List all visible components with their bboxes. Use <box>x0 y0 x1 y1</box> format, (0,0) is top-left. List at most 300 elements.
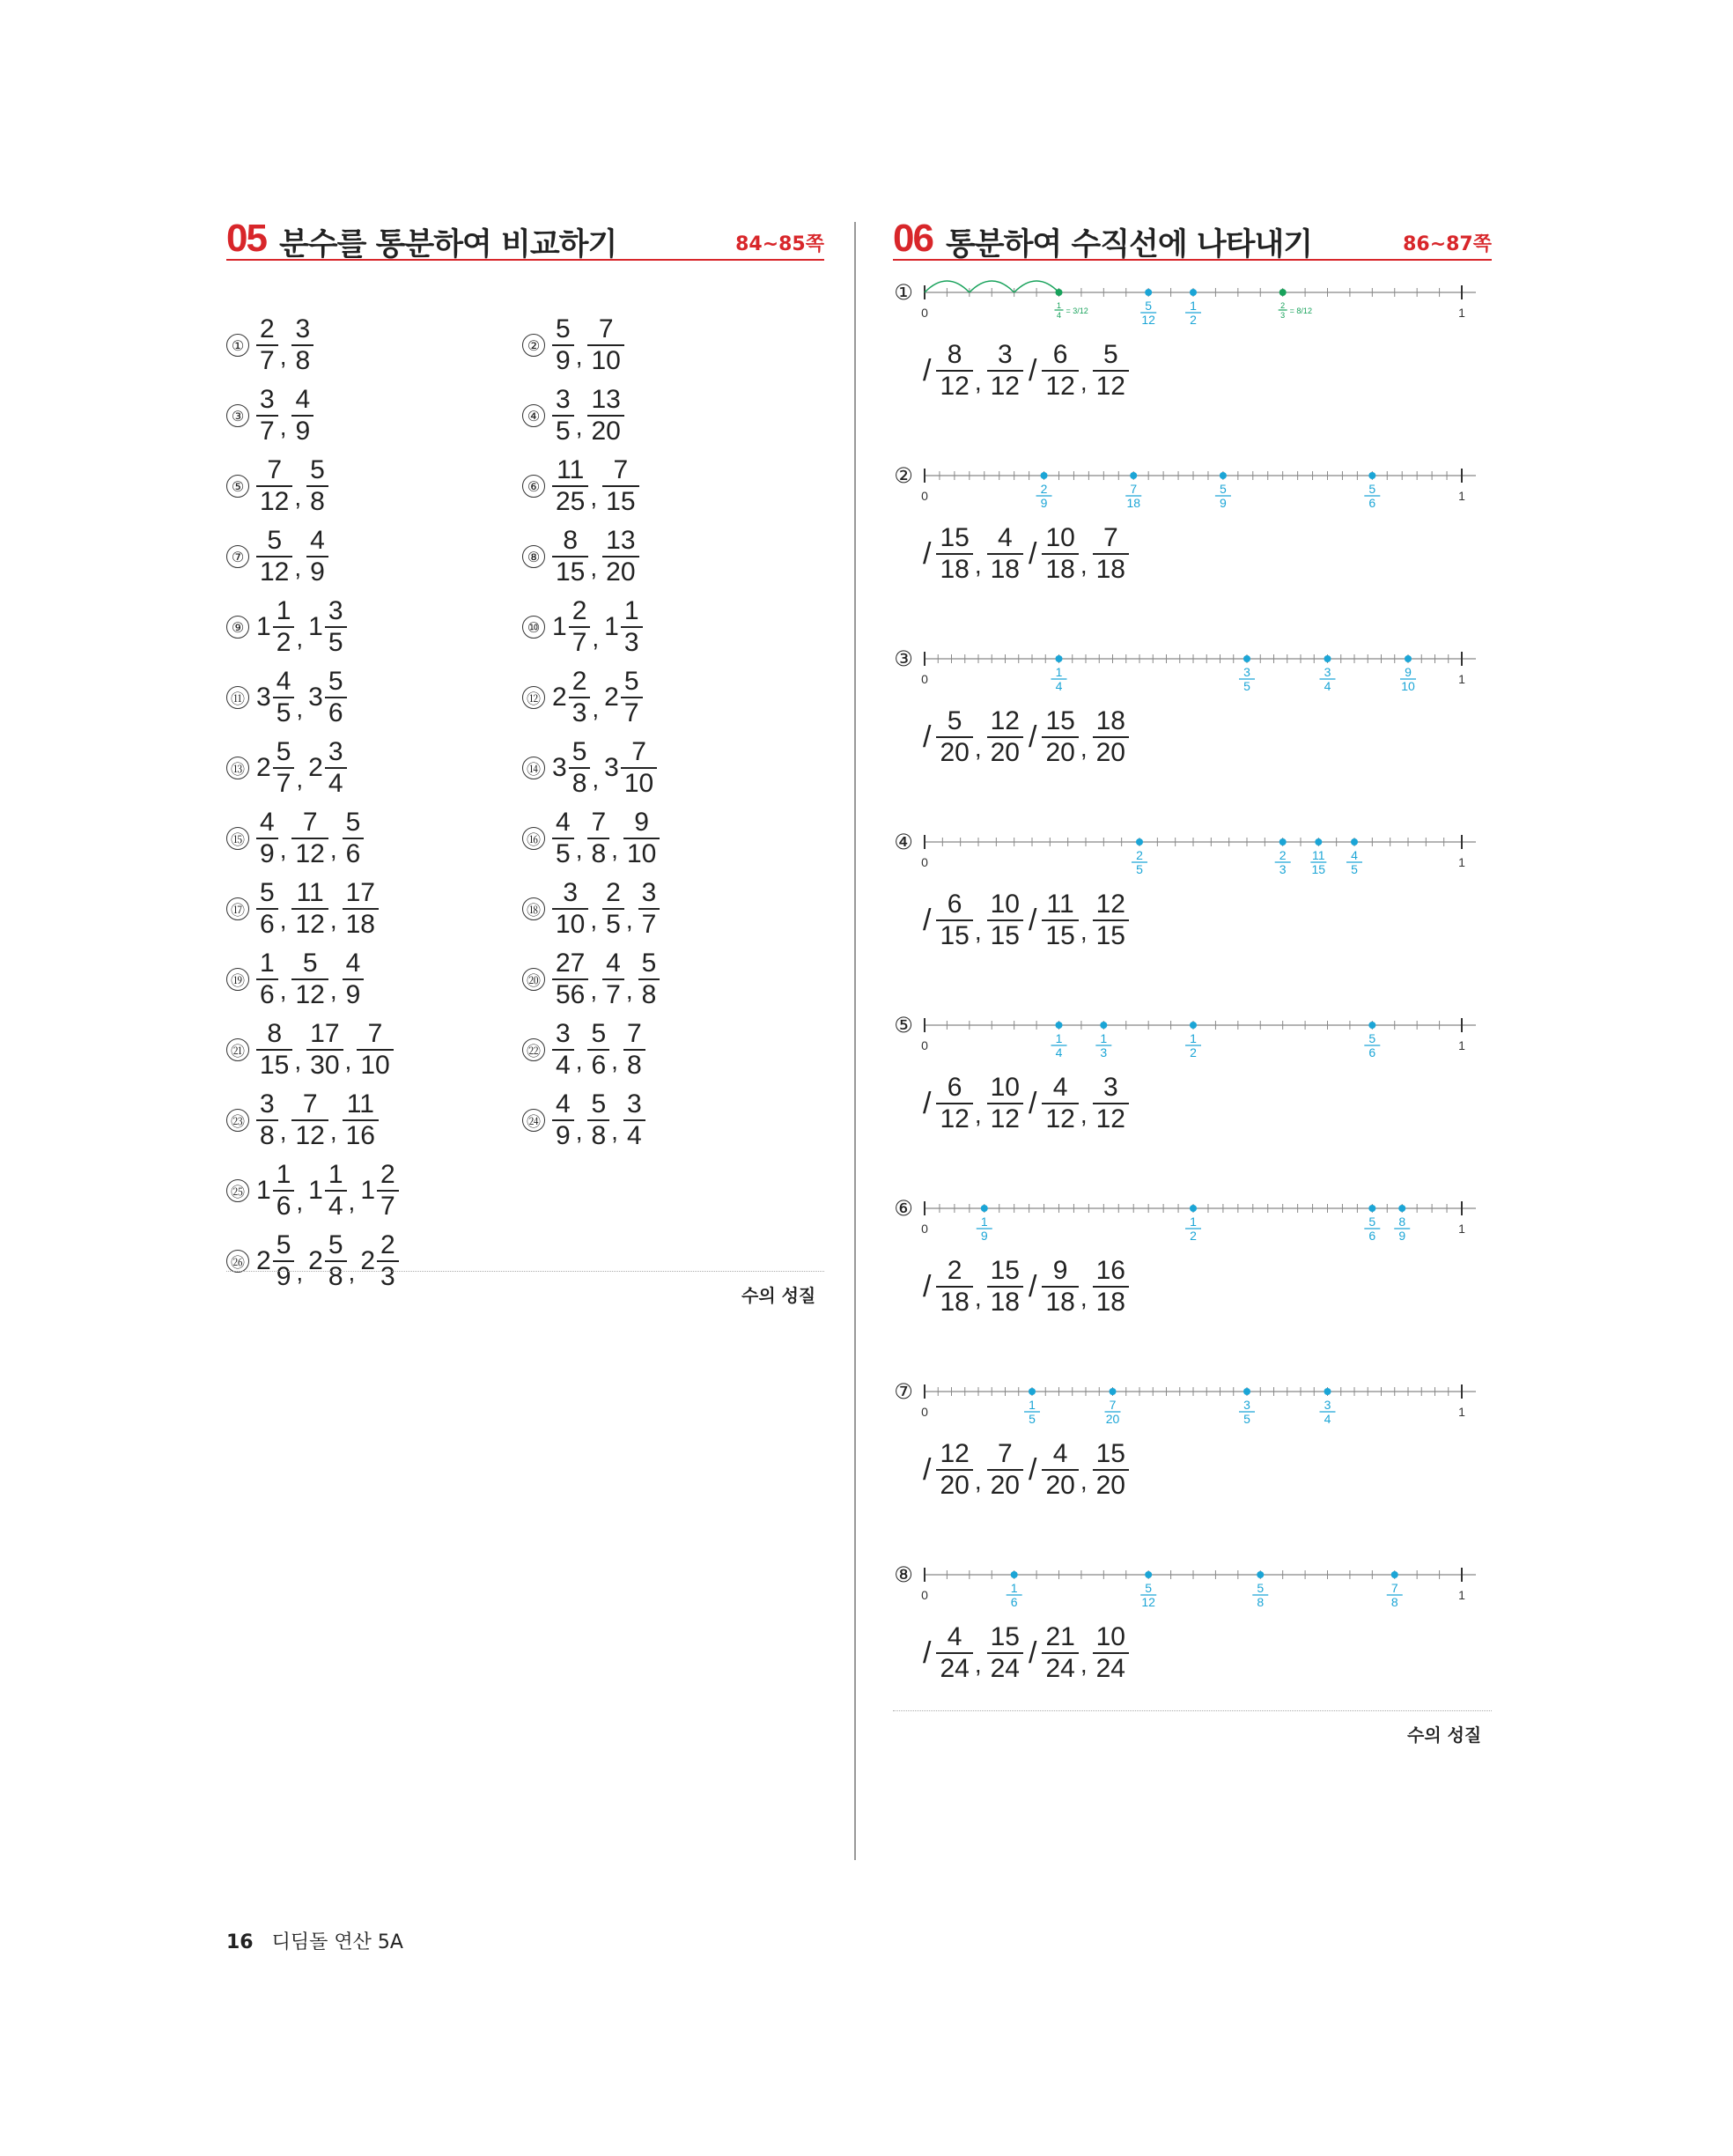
comma: , <box>590 906 598 934</box>
numerator: 5 <box>641 949 657 978</box>
point-marker <box>981 1205 988 1212</box>
problem-item <box>522 877 660 941</box>
comma: , <box>575 836 583 863</box>
fraction <box>256 950 278 1008</box>
problem-number: ⑧ <box>894 1562 913 1587</box>
problem-number: ⑩ <box>522 616 545 639</box>
whole-part: 2 <box>308 753 323 782</box>
problem-expression <box>256 739 347 797</box>
comma: , <box>348 1188 356 1215</box>
numerator: 6 <box>947 1073 962 1102</box>
problem-number: ③ <box>894 646 913 671</box>
point-numerator: 5 <box>1145 299 1153 313</box>
numerator: 21 <box>1045 1622 1075 1651</box>
point-numerator: 5 <box>1368 482 1376 496</box>
comma: , <box>592 695 600 722</box>
denominator: 20 <box>1042 1469 1078 1499</box>
fraction-term <box>604 598 642 656</box>
denominator: 20 <box>936 1469 972 1499</box>
fraction <box>325 668 347 727</box>
problem-item <box>226 948 364 1011</box>
point-marker <box>1257 1571 1264 1578</box>
fraction-term <box>308 1162 346 1220</box>
problem-expression <box>552 387 624 445</box>
section-title: 분수를 통분하여 비교하기 <box>279 227 617 262</box>
denominator: 6 <box>273 1190 295 1220</box>
slash: / <box>923 720 932 754</box>
problem-expression <box>256 1232 399 1290</box>
fraction-term <box>256 1232 294 1290</box>
comma: , <box>296 1259 304 1286</box>
number-line <box>893 823 1492 877</box>
slash: / <box>1028 1269 1037 1303</box>
fraction <box>1093 1441 1129 1499</box>
fraction-term <box>308 1232 346 1290</box>
problem-expression <box>552 457 639 515</box>
numerator: 15 <box>990 1622 1020 1651</box>
point-denominator: 2 <box>1190 1045 1197 1060</box>
number-line <box>893 456 1492 511</box>
comma: , <box>974 918 982 945</box>
fraction-term <box>552 457 588 515</box>
problem-number: ㉒ <box>522 1038 545 1061</box>
fraction <box>1093 525 1129 583</box>
problem-number: ⑨ <box>226 616 249 639</box>
fraction <box>273 1162 295 1220</box>
comma: , <box>296 624 304 652</box>
whole-part: 1 <box>256 1176 271 1205</box>
problem-item <box>226 525 328 588</box>
numerator: 1 <box>276 596 291 625</box>
fraction-term <box>256 1091 278 1149</box>
denominator: 18 <box>987 1286 1023 1316</box>
denominator: 18 <box>1042 553 1078 583</box>
point-marker <box>1145 1571 1152 1578</box>
fraction <box>552 880 588 938</box>
fraction-term <box>360 1162 398 1220</box>
numerator: 5 <box>623 667 639 696</box>
point-numerator: 11 <box>1312 848 1325 862</box>
numerator: 3 <box>260 385 275 414</box>
numerator: 7 <box>598 314 614 343</box>
fraction <box>1093 1624 1129 1682</box>
numerator: 15 <box>1095 1439 1125 1468</box>
numerator: 4 <box>556 1089 571 1119</box>
fraction-term <box>552 387 574 445</box>
point-numerator: 1 <box>1055 665 1063 679</box>
fraction-term <box>291 880 328 938</box>
numerator: 4 <box>1052 1073 1068 1102</box>
denominator: 8 <box>638 978 660 1008</box>
point-denominator: 3 <box>1100 1045 1108 1060</box>
numerator: 5 <box>345 808 361 837</box>
comma: , <box>1080 1284 1088 1311</box>
fraction <box>1093 1074 1129 1133</box>
denominator: 20 <box>587 415 623 445</box>
book-title: 디딤돌 연산 5A <box>271 1931 403 1953</box>
comma: , <box>279 1118 287 1145</box>
comma: , <box>625 977 633 1004</box>
point-denominator: 10 <box>1401 679 1415 693</box>
number-line <box>893 1555 1492 1610</box>
fraction <box>256 457 292 515</box>
denominator: 20 <box>602 556 638 586</box>
comma: , <box>1080 551 1088 579</box>
point-denominator: 6 <box>1368 496 1376 510</box>
numerator: 7 <box>591 808 607 837</box>
denominator: 12 <box>291 908 328 938</box>
denominator: 20 <box>987 736 1023 766</box>
comma: , <box>575 413 583 440</box>
fraction <box>1042 1258 1078 1316</box>
numerator: 10 <box>1045 523 1075 552</box>
fraction <box>936 708 972 766</box>
numerator: 4 <box>1052 1439 1068 1468</box>
problem-expression <box>256 950 364 1008</box>
comma: , <box>1080 1650 1088 1678</box>
problem-expression <box>256 316 313 374</box>
fraction <box>587 316 623 374</box>
answer-expression <box>918 708 1129 766</box>
numerator: 5 <box>310 455 325 484</box>
numerator: 7 <box>302 1089 318 1119</box>
endpoint-label: 0 <box>921 1588 928 1602</box>
denominator: 15 <box>1042 919 1078 949</box>
point-marker <box>1324 655 1331 662</box>
fraction <box>1093 1258 1129 1316</box>
comma: , <box>590 977 598 1004</box>
denominator: 8 <box>306 485 328 515</box>
point-numerator: 3 <box>1324 1398 1331 1412</box>
comma: , <box>974 735 982 762</box>
answer-expression <box>918 525 1129 583</box>
comma: , <box>294 484 302 511</box>
denominator: 4 <box>552 1049 574 1079</box>
fraction <box>552 950 588 1008</box>
slash: / <box>1028 1635 1037 1670</box>
point-marker <box>1056 289 1063 296</box>
denominator: 12 <box>256 556 292 586</box>
fraction <box>1093 342 1129 400</box>
comma: , <box>575 1047 583 1074</box>
point-numerator: 5 <box>1220 482 1227 496</box>
fraction <box>987 1074 1023 1133</box>
numerator: 7 <box>1102 523 1118 552</box>
comma: , <box>592 765 600 793</box>
problem-number: ⑬ <box>226 757 249 779</box>
comma: , <box>974 551 982 579</box>
fraction <box>602 457 638 515</box>
whole-part: 2 <box>256 1246 271 1275</box>
point-numerator: 1 <box>1100 1031 1108 1045</box>
endpoint-label: 0 <box>921 1038 928 1052</box>
comma: , <box>1080 368 1088 395</box>
point-denominator: 5 <box>1243 679 1250 693</box>
comma: , <box>296 1188 304 1215</box>
whole-part: 2 <box>360 1246 375 1275</box>
comma: , <box>1080 1467 1088 1495</box>
fraction <box>325 739 347 797</box>
fraction <box>987 1624 1023 1682</box>
numerator: 12 <box>1095 890 1125 919</box>
section-header <box>226 217 824 262</box>
denominator: 12 <box>987 370 1023 400</box>
denominator: 25 <box>552 485 588 515</box>
fraction-term <box>256 1162 294 1220</box>
problem-number: ㉑ <box>226 1038 249 1061</box>
section-divider <box>893 1710 1492 1711</box>
fraction <box>256 1021 292 1079</box>
denominator: 7 <box>256 344 278 374</box>
problem-expression <box>552 809 660 868</box>
point-marker <box>1243 655 1250 662</box>
numerator: 5 <box>556 314 571 343</box>
point-denominator: 6 <box>1010 1595 1018 1609</box>
fraction <box>987 1441 1023 1499</box>
fraction-term <box>306 1021 343 1079</box>
denominator: 7 <box>377 1190 399 1220</box>
section-header <box>893 217 1492 262</box>
numberline-problem <box>893 273 1492 449</box>
denominator: 10 <box>552 908 588 938</box>
answer-expression <box>918 342 1129 400</box>
numerator: 10 <box>1095 1622 1125 1651</box>
problem-number: ⑲ <box>226 968 249 991</box>
slash: / <box>923 1269 932 1303</box>
fraction-term <box>256 668 294 727</box>
numerator: 15 <box>940 523 970 552</box>
endpoint-label: 1 <box>1458 1405 1465 1419</box>
numerator: 6 <box>947 890 962 919</box>
numerator: 4 <box>997 523 1013 552</box>
problem-number: ⑥ <box>894 1196 913 1221</box>
fraction-term <box>291 950 328 1008</box>
fraction <box>343 880 379 938</box>
denominator: 20 <box>1093 1469 1129 1499</box>
answer-expression <box>918 1074 1129 1133</box>
denominator: 8 <box>325 1260 347 1290</box>
denominator: 12 <box>1093 370 1129 400</box>
point-denominator: 3 <box>1280 311 1286 320</box>
fraction-term <box>602 880 624 938</box>
comma: , <box>279 836 287 863</box>
answer-expression <box>918 891 1129 949</box>
denominator: 4 <box>623 1119 645 1149</box>
fraction-term <box>587 809 609 868</box>
fraction <box>256 387 278 445</box>
problem-item <box>226 454 328 518</box>
fraction <box>306 528 328 586</box>
point-marker <box>1190 289 1197 296</box>
denominator: 10 <box>357 1049 393 1079</box>
fraction-term <box>256 528 292 586</box>
comma: , <box>296 695 304 722</box>
numerator: 15 <box>1045 706 1075 735</box>
point-marker <box>1220 472 1227 479</box>
slash: / <box>1028 1086 1037 1120</box>
denominator: 24 <box>987 1652 1023 1682</box>
numerator: 5 <box>1102 340 1118 369</box>
numerator: 11 <box>557 455 585 484</box>
fraction-term <box>256 457 292 515</box>
slash: / <box>1028 1452 1037 1487</box>
numerator: 4 <box>947 1622 962 1651</box>
numerator: 2 <box>380 1160 395 1189</box>
fraction-term <box>291 1091 328 1149</box>
equivalence-note: = 3/12 <box>1066 306 1088 315</box>
whole-part: 3 <box>604 753 619 782</box>
fraction-term <box>623 1091 645 1149</box>
numerator: 7 <box>626 1019 642 1048</box>
denominator: 7 <box>602 978 624 1008</box>
fraction <box>569 739 591 797</box>
slash: / <box>1028 536 1037 571</box>
numerator: 7 <box>997 1439 1013 1468</box>
denominator: 6 <box>256 978 278 1008</box>
point-numerator: 1 <box>1029 1398 1036 1412</box>
comma: , <box>575 343 583 370</box>
fraction <box>552 528 588 586</box>
point-numerator: 4 <box>1351 848 1358 862</box>
denominator: 18 <box>987 553 1023 583</box>
whole-part: 3 <box>552 753 567 782</box>
fraction <box>1042 708 1078 766</box>
numerator: 5 <box>328 667 343 696</box>
fraction-term <box>308 598 346 656</box>
fraction-term <box>291 316 313 374</box>
fraction-term <box>256 880 278 938</box>
problem-expression <box>552 668 643 727</box>
section-number: 05 <box>226 217 266 260</box>
point-numerator: 5 <box>1145 1581 1153 1595</box>
point-marker <box>1056 1022 1063 1029</box>
numerator: 5 <box>328 1230 343 1259</box>
fraction-term <box>552 1021 574 1079</box>
numerator: 12 <box>990 706 1020 735</box>
numerator: 8 <box>947 340 962 369</box>
point-marker <box>1405 655 1412 662</box>
numerator: 5 <box>591 1019 607 1048</box>
fraction <box>256 1091 278 1149</box>
fraction-term <box>552 1091 574 1149</box>
endpoint-label: 1 <box>1458 489 1465 503</box>
fraction <box>291 880 328 938</box>
point-denominator: 8 <box>1257 1595 1265 1609</box>
denominator: 20 <box>1093 736 1129 766</box>
denominator: 12 <box>291 978 328 1008</box>
fraction <box>936 1441 972 1499</box>
whole-part: 2 <box>308 1246 323 1275</box>
fraction-term <box>306 528 328 586</box>
problem-item <box>226 1018 394 1082</box>
denominator: 18 <box>936 553 972 583</box>
fraction <box>936 525 972 583</box>
problem-expression <box>552 1091 645 1149</box>
point-marker <box>1279 289 1287 296</box>
problem-number: ⑯ <box>522 827 545 850</box>
numberline-problem <box>893 1006 1492 1182</box>
problem-item <box>226 1089 379 1152</box>
numerator: 17 <box>310 1019 340 1048</box>
numberline-problem <box>893 1189 1492 1365</box>
fraction <box>291 316 313 374</box>
point-denominator: 12 <box>1141 313 1155 327</box>
point-denominator: 15 <box>1311 862 1326 876</box>
fraction <box>936 342 972 400</box>
fraction <box>987 1258 1023 1316</box>
comma: , <box>329 977 337 1004</box>
whole-part: 2 <box>552 683 567 712</box>
problem-item <box>522 454 639 518</box>
fraction <box>987 525 1023 583</box>
numerator: 3 <box>626 1089 642 1119</box>
point-denominator: 5 <box>1136 862 1143 876</box>
problem-item <box>522 736 657 800</box>
fraction <box>377 1232 399 1290</box>
point-numerator: 2 <box>1280 301 1286 310</box>
denominator: 18 <box>1093 553 1129 583</box>
point-marker <box>1279 838 1287 845</box>
fraction-term <box>552 316 574 374</box>
numerator: 12 <box>940 1439 970 1468</box>
point-denominator: 6 <box>1368 1229 1376 1243</box>
denominator: 3 <box>621 626 643 656</box>
problem-item <box>522 1089 645 1152</box>
section-title: 통분하여 수직선에 나타내기 <box>946 227 1313 262</box>
section-05 <box>226 217 824 1291</box>
numerator: 10 <box>990 1073 1020 1102</box>
comma: , <box>625 906 633 934</box>
point-numerator: 3 <box>1243 665 1250 679</box>
denominator: 7 <box>273 767 295 797</box>
problem-item <box>226 736 347 800</box>
section-divider <box>226 1271 824 1272</box>
fraction-term <box>552 880 588 938</box>
comma: , <box>294 554 302 581</box>
problem-item <box>522 595 643 659</box>
problem-item <box>226 1229 399 1293</box>
numerator: 4 <box>310 526 325 555</box>
comma: , <box>590 484 598 511</box>
denominator: 9 <box>291 415 313 445</box>
numerator: 3 <box>997 340 1013 369</box>
point-marker <box>1029 1388 1036 1395</box>
fraction <box>569 668 591 727</box>
point-numerator: 5 <box>1368 1031 1376 1045</box>
point-numerator: 3 <box>1243 1398 1250 1412</box>
fraction-term <box>552 950 588 1008</box>
problem-item <box>226 384 313 447</box>
numerator: 3 <box>1102 1073 1118 1102</box>
problem-expression <box>552 528 639 586</box>
whole-part: 1 <box>308 612 323 641</box>
numerator: 18 <box>1095 706 1125 735</box>
denominator: 8 <box>569 767 591 797</box>
numerator: 3 <box>556 385 571 414</box>
fraction <box>325 598 347 656</box>
denominator: 4 <box>325 1190 347 1220</box>
fraction <box>552 316 574 374</box>
section-footer-label: 수의 성질 <box>741 1285 816 1306</box>
fraction-term <box>256 598 294 656</box>
point-denominator: 3 <box>1279 862 1287 876</box>
slash: / <box>1028 903 1037 937</box>
comma: , <box>279 977 287 1004</box>
problem-expression <box>552 598 643 656</box>
comma: , <box>1080 918 1088 945</box>
denominator: 6 <box>325 697 347 727</box>
denominator: 20 <box>987 1469 1023 1499</box>
